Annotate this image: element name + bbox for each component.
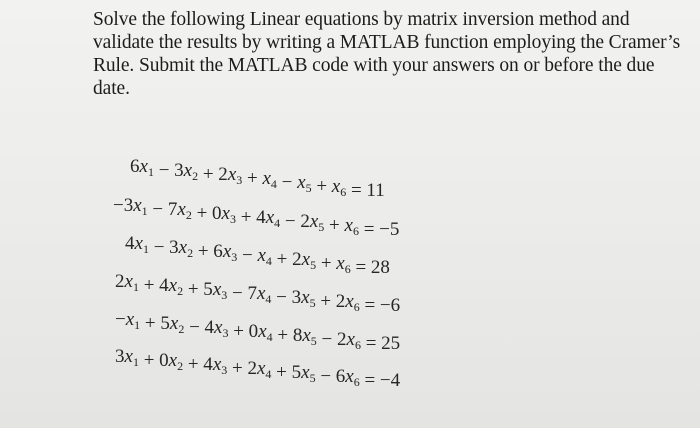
equation-4: $2x_1 + 4x_2 + 5x_3 - 7x_4 - 3x_5 + 2x_6 = -6$ [115, 271, 401, 316]
equation-3: $4x_1 - 3x_2 + 6x_3 - x_4 + 2x_5 + x_6 = 28$ [125, 233, 390, 278]
equation-2: $-3x_1 - 7x_2 + 0x_3 + 4x_4 - 2x_5 + x_6 = -5$ [113, 195, 400, 240]
equation-5: $-x_1 + 5x_2 - 4x_3 + 0x_4 + 8x_5 - 2x_6 = 25$ [115, 309, 401, 354]
equation-6: $3x_1 + 0x_2 + 4x_3 + 2x_4 + 5x_5 - 6x_6 = -4$ [115, 346, 401, 391]
problem-statement: Solve the following Linear equations by matrix inversion method and validate the results by writing a MATLAB function employing the Cramer’s Rule. Submit the MATLAB code with your answers on or before the due date. [93, 9, 681, 99]
equation-system [0, 150, 600, 390]
equation-1: $6x_1 - 3x_2 + 2x_3 + x_4 - x_5 + x_6 = 11$ [130, 156, 385, 201]
